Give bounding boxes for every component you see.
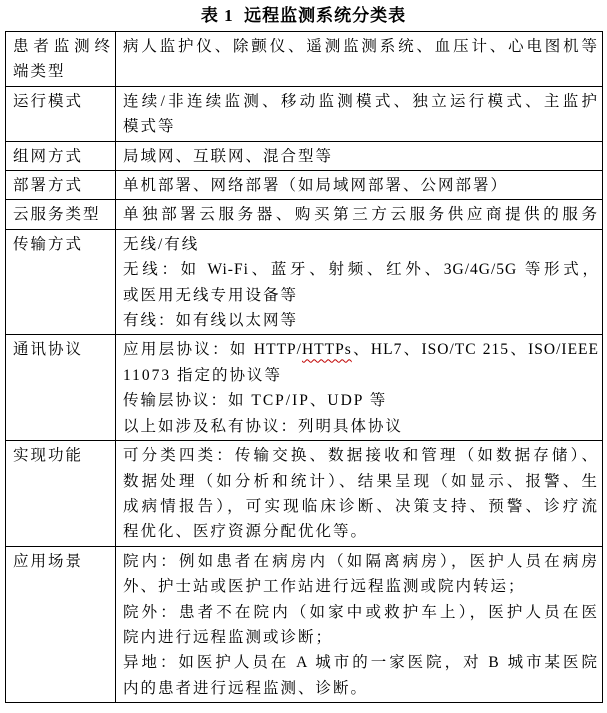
- cell-line: 院内：例如患者在病房内（如隔离病房），医护人员在病房: [123, 552, 599, 570]
- cell-line: 模式等: [123, 118, 176, 136]
- cell-line: 外、护士站或医护工作站进行远程监测或院内转运；: [123, 578, 526, 596]
- cell-line: 无线：如 Wi-Fi、蓝牙、射频、红外、3G/4G/5G 等形式，: [123, 261, 599, 279]
- table-row: [6, 200, 603, 229]
- table-row: [6, 141, 603, 170]
- row-content-cell: [116, 335, 603, 441]
- cell-line: 单机部署、网络部署（如局域网部署、公网部署）: [123, 177, 509, 195]
- classification-table-body: [6, 32, 603, 703]
- text-segment: 应用层协议：如 HTTP/: [123, 341, 302, 359]
- row-content-cell: [116, 229, 603, 335]
- cell-line: 无线/有线: [123, 235, 200, 253]
- row-label-cell: 患者监测终端类型: [6, 32, 116, 87]
- row-content-cell: [116, 141, 603, 170]
- row-content-cell: [116, 32, 603, 87]
- table-row: [6, 335, 603, 441]
- row-content-cell: [116, 86, 603, 141]
- row-label-cell: 通讯协议: [6, 335, 116, 441]
- text-segment: 、HL7、ISO/TC 215、ISO/IEEE: [351, 341, 599, 359]
- row-content-cell: [116, 200, 603, 229]
- row-label-cell: 传输方式: [6, 229, 116, 335]
- table-row: [6, 32, 603, 87]
- cell-line: 局域网、互联网、混合型等: [123, 147, 334, 165]
- row-label-cell: 实现功能: [6, 441, 116, 547]
- cell-line: 可分类四类：传输交换、数据接收和管理（如数据存储）、: [123, 447, 599, 465]
- cell-line: 内的患者进行远程监测、诊断。: [123, 679, 369, 697]
- row-label-cell: 运行模式: [6, 86, 116, 141]
- cell-line: 病人监护仪、除颤仪、遥测监测系统、血压计、心电图机等: [123, 38, 599, 55]
- row-label-cell: 云服务类型: [6, 200, 116, 229]
- cell-line: 或医用无线专用设备等: [123, 286, 299, 304]
- cell-line: 以上如涉及私有协议：列明具体协议: [123, 417, 404, 435]
- table-row: [6, 229, 603, 335]
- row-label-cell: 应用场景: [6, 546, 116, 702]
- table-row: [6, 86, 603, 141]
- cell-line: 传输层协议：如 TCP/IP、UDP 等: [123, 392, 388, 410]
- row-content-cell: [116, 546, 603, 702]
- cell-line: 院内进行远程监测或诊断；: [123, 628, 334, 646]
- row-label-cell: 组网方式: [6, 141, 116, 170]
- spellcheck-underlined-text: HTTPs: [301, 341, 352, 359]
- cell-line: 异地：如医护人员在 A 城市的一家医院，对 B 城市某医院: [123, 654, 599, 672]
- cell-line: 院外：患者不在院内（如家中或救护车上），医护人员在医: [123, 603, 599, 621]
- cell-line: 连续/非连续监测、移动监测模式、独立运行模式、主监护: [123, 92, 599, 110]
- cell-line: 单独部署云服务器、购买第三方云服务供应商提供的服务: [123, 206, 599, 224]
- cell-line: 成病情报告），可实现临床诊断、决策支持、预警、诊疗流: [123, 497, 599, 515]
- cell-line: [123, 337, 599, 362]
- cell-line: 11073 指定的协议等: [123, 366, 283, 384]
- row-content-cell: [116, 441, 603, 547]
- cell-line: 数据处理（如分析和统计）、结果呈现（如显示、报警、生: [123, 472, 599, 490]
- row-label-cell: 部署方式: [6, 171, 116, 200]
- row-content-cell: [116, 171, 603, 200]
- table-row: [6, 441, 603, 547]
- classification-table: [5, 31, 603, 703]
- table-title: 表 1 远程监测系统分类表: [200, 6, 407, 25]
- cell-line: 程优化、医疗资源分配优化等。: [123, 523, 369, 541]
- cell-line: 有线：如有线以太网等: [123, 312, 299, 330]
- table-row: [6, 546, 603, 702]
- table-row: [6, 171, 603, 200]
